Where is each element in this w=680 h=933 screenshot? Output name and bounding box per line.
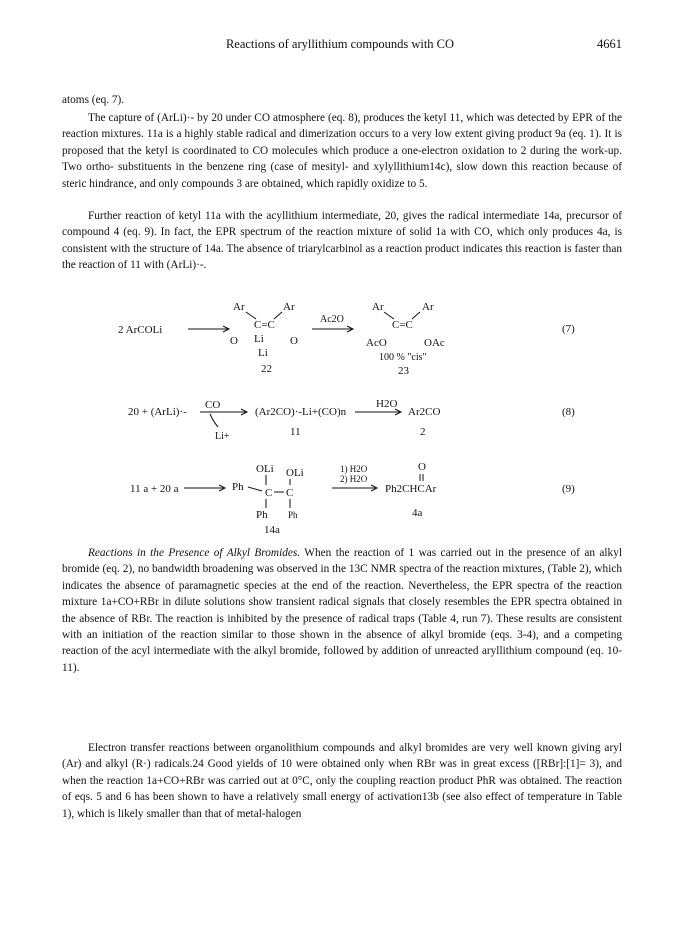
eq9-step-1: 1) H2O — [340, 464, 368, 474]
eq9-label: 14a — [264, 524, 280, 536]
eq7-o-1: O — [230, 335, 238, 347]
eq7-reagent: Ac2O — [320, 314, 344, 325]
eq7-cc-2: C=C — [392, 319, 413, 331]
eq7-li-1: Li — [254, 333, 264, 345]
eq8-intermediate-label: 11 — [290, 426, 301, 438]
eq7-note: 100 % "cis" — [379, 352, 427, 363]
eq8-product-label: 2 — [420, 426, 426, 438]
eq9-reactant: 11 a + 20 a — [130, 483, 179, 495]
eq9-ph-3: Ph — [288, 510, 298, 520]
equation-7-drawing — [0, 300, 680, 380]
eq7-aco: AcO — [366, 337, 387, 349]
eq7-reactant: 2 ArCOLi — [118, 324, 163, 336]
paragraph-5: Electron transfer reactions between organolithium compounds and alkyl bromides are very well known giving aryl (Ar) and alkyl (R·) radicals.24 Good yields of 10 were obtained only when RBr was in great excess ([RBr]:[1]= 3), and when the reaction 1a+CO+RBr was carried out at 0°C, only the coupling reaction product PhR was obtained. The reaction of eqs. 5 and 6 has been shown to have a relatively small energy of activation13b (see also effect of temperature in Table 1), which is likely smaller than that of metal-halogen — [62, 742, 622, 820]
eq8-product: Ar2CO — [408, 406, 441, 418]
eq7-bond-3 — [384, 312, 394, 319]
eq7-ar-2: Ar — [283, 301, 295, 313]
eq8-number: (8) — [562, 406, 575, 418]
eq7-o-2: O — [290, 335, 298, 347]
equation-9-drawing — [0, 458, 680, 538]
page-header — [0, 37, 680, 57]
equation-9 — [0, 458, 680, 538]
eq9-product-o: O — [418, 461, 426, 473]
eq7-ar-3: Ar — [372, 301, 384, 313]
eq7-oac: OAc — [424, 337, 445, 349]
eq7-label-22: 22 — [261, 363, 272, 375]
paragraph-1: atoms (eq. 7). — [62, 94, 125, 106]
equation-8-drawing — [0, 395, 680, 455]
eq9-bond-4 — [248, 487, 262, 491]
paragraph-4-text: When the reaction of 1 was carried out in the presence of an alkyl bromide (eq. 2), no bandwidth broadening was observed in the 13C NMR spectra of the reaction mixtures, (Table 2), which indicates the absence of paramagnetic species at the end of the reaction. Nevertheless, the EPR spectra of the reaction mixture 1a+CO+RBr in dilute solutions show transient radical signals that closely resembles the EPR spectra obtained in the absence of RBr. The reaction is inhibited by the presence of radical traps (Table 4, run 7). These results are consistent with an initiation of the reaction similar to those shown in the absence of alkyl bromide (eqs. 3-4), and a competing reaction of the acyl intermediate with the alkyl bromide, followed by addition of unreacted aryllithium compound (eq. 10-11). — [62, 547, 622, 674]
eq7-ar-4: Ar — [422, 301, 434, 313]
eq9-c-1: C — [265, 487, 273, 499]
equation-8 — [0, 395, 680, 455]
eq9-number: (9) — [562, 483, 575, 495]
eq8-intermediate: (Ar2CO)·-Li+(CO)n — [255, 406, 347, 418]
eq8-curved-arrow — [210, 414, 218, 427]
eq8-reactant: 20 + (ArLi)·- — [128, 406, 187, 418]
eq9-product-label: 4a — [412, 507, 423, 519]
eq8-li-plus: Li+ — [215, 431, 230, 442]
eq9-product: Ph2CHCAr — [385, 483, 437, 495]
paragraph-4 — [62, 545, 622, 676]
eq9-step-2: 2) H2O — [340, 474, 368, 484]
eq8-co: CO — [205, 399, 221, 411]
section-heading: Reactions in the Presence of Alkyl Bromides. — [88, 547, 301, 559]
eq8-water: H2O — [376, 398, 398, 410]
eq9-c-2: C — [286, 487, 294, 499]
eq7-li-2: Li — [258, 347, 268, 359]
equation-7 — [0, 300, 680, 380]
eq7-cc-1: C=C — [254, 319, 275, 331]
paragraph-2: The capture of (ArLi)·- by 20 under CO atmosphere (eq. 8), produces the ketyl 11, which was detected by EPR of the reaction mixtures. 11a is a highly stable radical and dimerization occurs to a very low extent giving product 9a (eq. 1). It is proposed that the ketyl is coordinated to CO molecules which produce a one-electron oxidation to 2 during the work-up. Two ortho- substituents in the benzene ring (case of mesityl- and xylyllithium14c), slow down this reaction because of steric hindrance, and only compounds 3 are obtained, which rapidly oxidize to 5. — [62, 112, 622, 190]
eq7-label-23: 23 — [398, 365, 409, 377]
running-title: Reactions of aryllithium compounds with CO — [225, 37, 455, 51]
paragraph-3: Further reaction of ketyl 11a with the acyllithium intermediate, 20, gives the radical intermediate 14a, precursor of compound 4 (eq. 9). In fact, the EPR spectrum of the reaction mixture of solid 1a with CO, which only produces 4a, is consistent with the structure of 14a. The absence of triarylcarbinol as a reaction product indicates this reaction is faster than the reaction of 11 with (ArLi)·-. — [62, 210, 622, 272]
eq7-bond-4 — [412, 312, 420, 319]
eq7-bond-2 — [274, 312, 282, 319]
eq9-ph-1: Ph — [232, 481, 244, 493]
eq9-oli-1: OLi — [256, 463, 274, 475]
eq7-ar-1: Ar — [233, 301, 245, 313]
eq7-number: (7) — [562, 323, 575, 335]
page-number: 4661 — [597, 37, 622, 51]
eq7-bond-1 — [246, 312, 256, 319]
eq9-oli-2: OLi — [286, 467, 304, 479]
eq9-ph-2: Ph — [256, 509, 268, 521]
